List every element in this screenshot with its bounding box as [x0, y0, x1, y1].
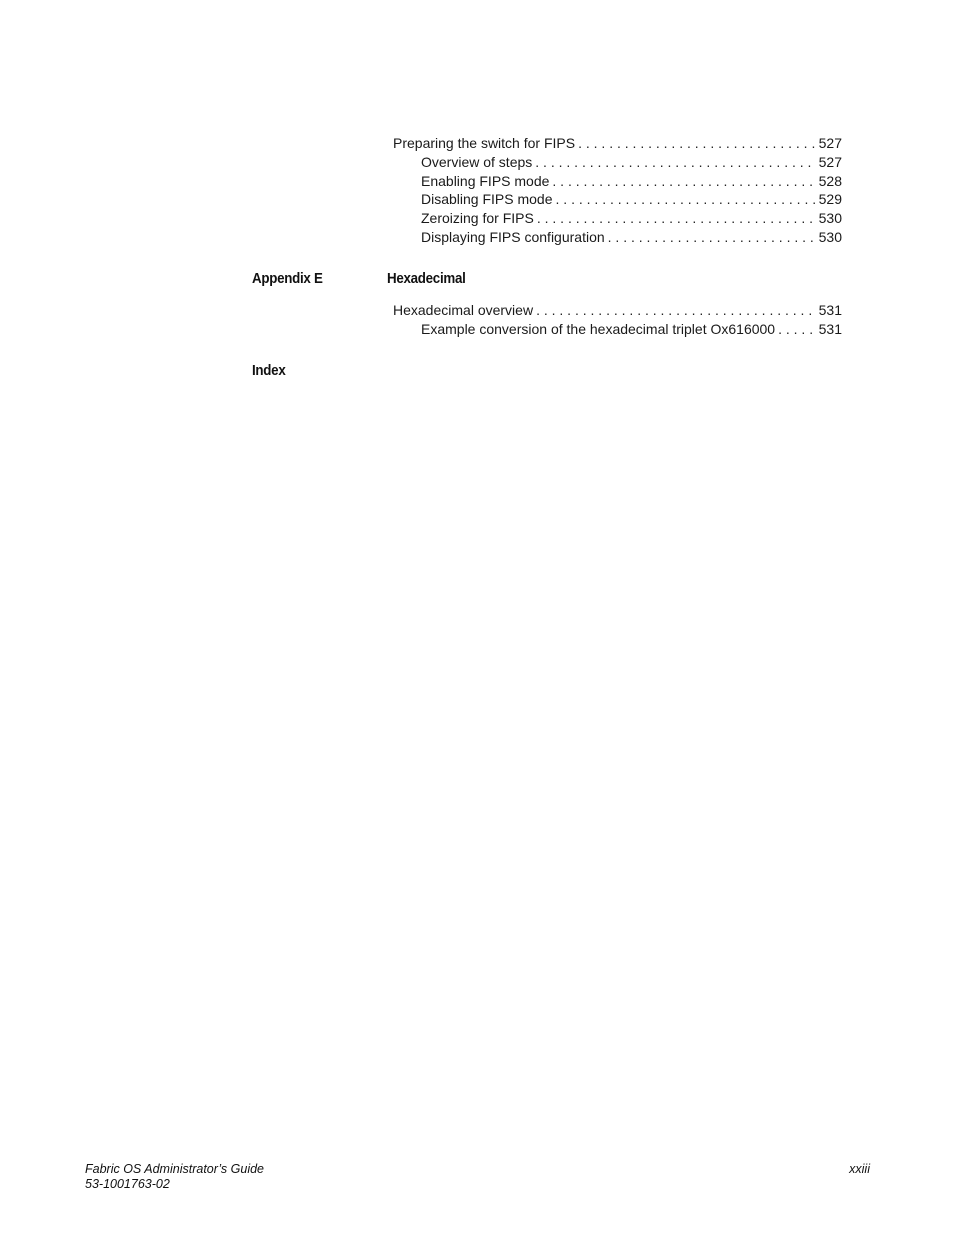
toc-entry-page: 530	[818, 228, 842, 245]
toc-entry-title: Overview of steps	[421, 153, 533, 170]
toc-entry-title: Disabling FIPS mode	[421, 191, 553, 208]
toc-entry-title: Preparing the switch for FIPS	[393, 135, 576, 151]
dot-leader	[536, 301, 816, 320]
dot-leader	[537, 209, 816, 228]
toc-entry-title: Displaying FIPS configuration	[421, 228, 605, 245]
footer-doc-number: 53-1001763-02	[85, 1177, 170, 1191]
index-label[interactable]: Index	[252, 363, 286, 379]
toc-entry[interactable]	[393, 172, 842, 191]
toc-entry-page: 527	[818, 135, 842, 151]
toc-fips-section	[393, 134, 842, 247]
dot-leader	[778, 320, 816, 339]
appendix-label: Appendix E	[252, 271, 323, 287]
toc-entry-title: Example conversion of the hexadecimal triplet Ox616000	[421, 320, 776, 337]
toc-entry[interactable]	[393, 301, 842, 320]
dot-leader	[578, 134, 816, 153]
toc-entry[interactable]	[393, 153, 842, 172]
toc-entry-title: Enabling FIPS mode	[421, 172, 550, 189]
toc-entry[interactable]	[393, 209, 842, 228]
toc-entry-page: 530	[818, 210, 842, 227]
toc-entry-title: Zeroizing for FIPS	[421, 210, 534, 227]
toc-appendix-section	[393, 301, 842, 339]
appendix-title[interactable]: Hexadecimal	[387, 271, 466, 287]
dot-leader	[535, 153, 815, 172]
toc-entry-page: 531	[818, 320, 842, 337]
toc-entry-page: 527	[818, 153, 842, 170]
toc-entry-page: 528	[818, 172, 842, 189]
toc-entry-page: 531	[818, 302, 842, 318]
toc-entry[interactable]	[393, 134, 842, 153]
footer-book-title: Fabric OS Administrator’s Guide	[85, 1162, 264, 1176]
toc-entry-title: Hexadecimal overview	[393, 302, 534, 318]
footer-page-number: xxiii	[849, 1162, 870, 1176]
dot-leader	[556, 190, 816, 209]
toc-entry[interactable]	[393, 320, 842, 339]
dot-leader	[552, 172, 815, 191]
dot-leader	[608, 228, 816, 247]
toc-entry-page: 529	[818, 191, 842, 208]
toc-entry[interactable]	[393, 190, 842, 209]
toc-entry[interactable]	[393, 228, 842, 247]
